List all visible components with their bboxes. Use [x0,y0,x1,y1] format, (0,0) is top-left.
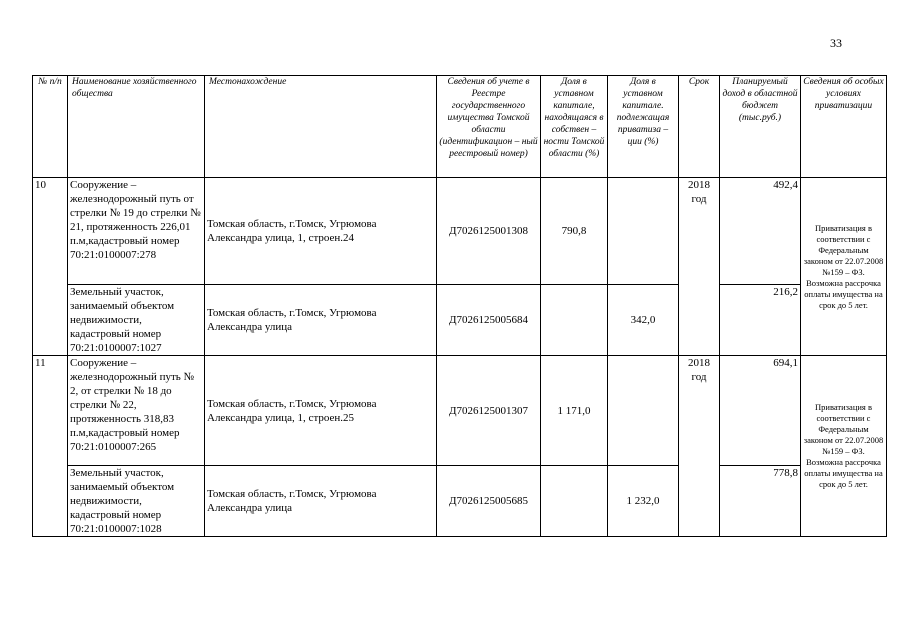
header-share-privatize: Доля в уставном капитале. подлежащая приватиза – ции (%) [608,76,679,178]
table-row [33,178,887,285]
share-capital [541,466,608,537]
table-row [33,356,887,466]
registry-number: Д7026125001308 [437,178,541,285]
object-name: Земельный участок, занимаемый объектом недвижимости, кадастровый номер 70:21:0100007:1027 [68,285,205,356]
row-number: 10 [33,178,68,356]
privatization-conditions: Приватизация в соответствии с Федеральным законом от 22.07.2008 №159 – ФЗ. Возможна рассрочка оплаты имущества на срок до 5 лет. [801,356,887,537]
share-privatize [608,178,679,285]
privatization-conditions: Приватизация в соответствии с Федеральным законом от 22.07.2008 №159 – ФЗ. Возможна рассрочка оплаты имущества на срок до 5 лет. [801,178,887,356]
row-number: 11 [33,356,68,537]
header-income: Планируемый доход в областной бюджет (тыс.руб.) [720,76,801,178]
term: 2018 год [679,356,720,537]
planned-income: 492,4 [720,178,801,285]
registry-number: Д7026125005685 [437,466,541,537]
share-privatize [608,356,679,466]
header-registry: Сведения об учете в Реестре государственного имущества Томской области (идентификацион – ный реестровый номер) [437,76,541,178]
object-name: Земельный участок, занимаемый объектом недвижимости, кадастровый номер 70:21:0100007:1028 [68,466,205,537]
object-location: Томская область, г.Томск, Угрюмова Александра улица [205,466,437,537]
object-name: Сооружение – железнодорожный путь от стрелки № 19 до стрелки № 21, протяженность 226,01 п.м,кадастровый номер 70:21:0100007:278 [68,178,205,285]
header-num: № п/п [33,76,68,178]
header-term: Срок [679,76,720,178]
header-share-capital: Доля в уставном капитале, находящаяся в собствен – ности Томской области (%) [541,76,608,178]
header-conditions: Сведения об особых условиях приватизации [801,76,887,178]
share-privatize: 1 232,0 [608,466,679,537]
table-row [33,285,887,356]
header-row [33,76,887,178]
share-capital [541,285,608,356]
registry-number: Д7026125001307 [437,356,541,466]
share-capital: 790,8 [541,178,608,285]
header-location: Местонахождение [205,76,437,178]
planned-income: 216,2 [720,285,801,356]
share-capital: 1 171,0 [541,356,608,466]
object-name: Сооружение – железнодорожный путь № 2, от стрелки № 18 до стрелки № 22, протяженность 318,83 п.м,кадастровый номер 70:21:0100007:265 [68,356,205,466]
privatization-table [32,75,887,537]
registry-number: Д7026125005684 [437,285,541,356]
header-name: Наименование хозяйственного общества [68,76,205,178]
share-privatize: 342,0 [608,285,679,356]
object-location: Томская область, г.Томск, Угрюмова Александра улица, 1, строен.24 [205,178,437,285]
planned-income: 694,1 [720,356,801,466]
object-location: Томская область, г.Томск, Угрюмова Александра улица, 1, строен.25 [205,356,437,466]
object-location: Томская область, г.Томск, Угрюмова Александра улица [205,285,437,356]
term: 2018 год [679,178,720,356]
page-number: 33 [830,36,842,50]
planned-income: 778,8 [720,466,801,537]
table-row [33,466,887,537]
